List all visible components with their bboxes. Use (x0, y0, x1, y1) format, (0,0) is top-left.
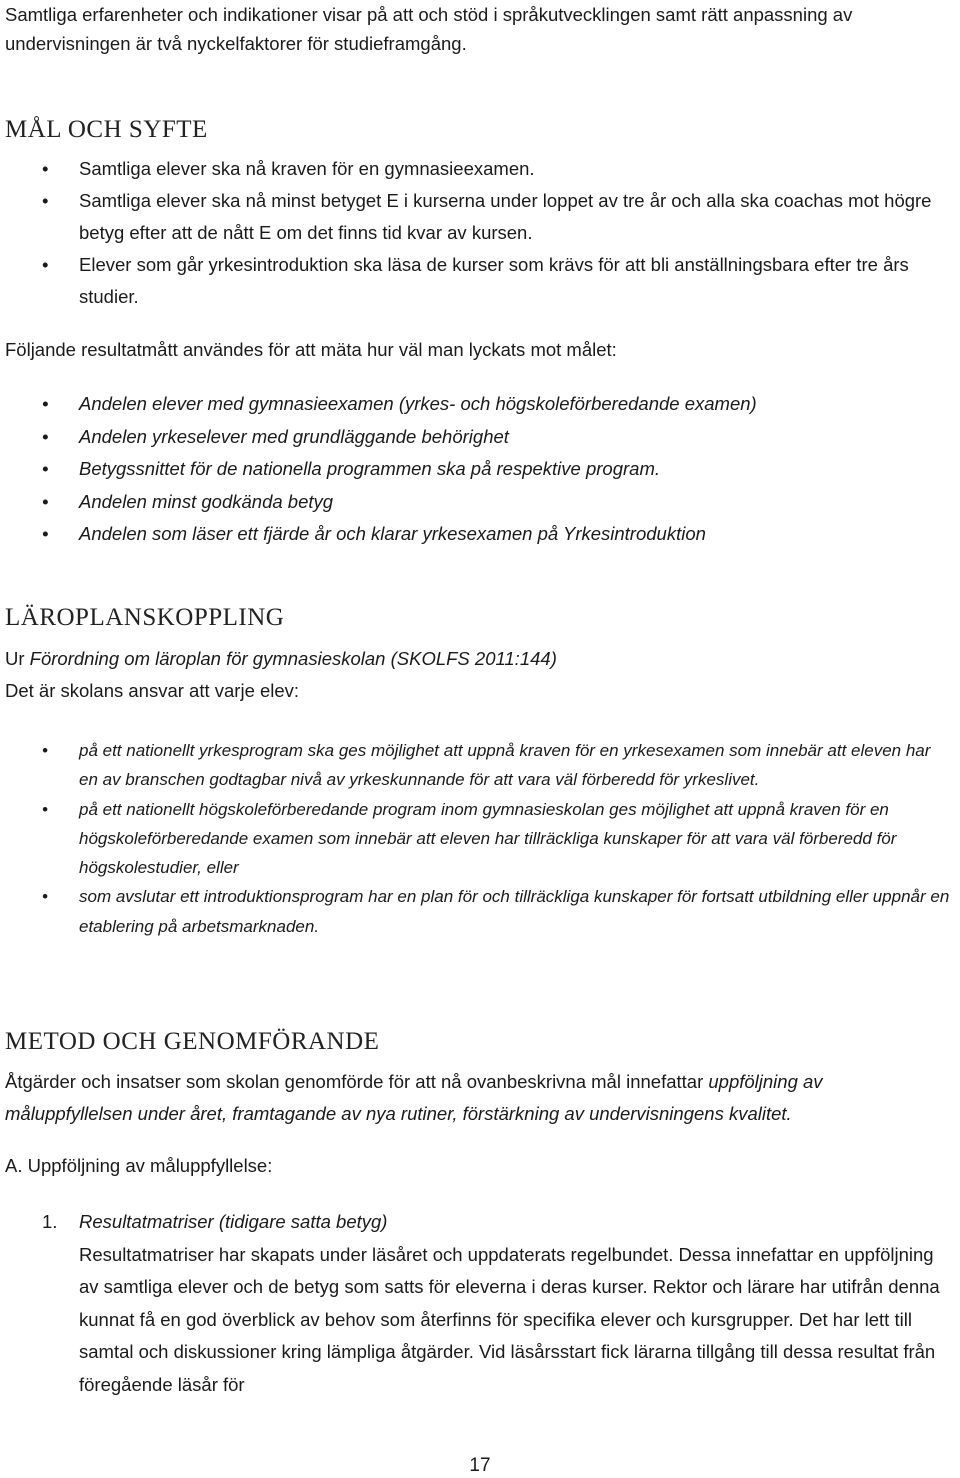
list-item (5, 795, 954, 883)
list-item-text: Andelen minst godkända betyg (79, 490, 334, 512)
section-heading-goals: MÅL OCH SYFTE (5, 116, 208, 143)
list-item-text: Andelen yrkeselever med grundläggande behörighet (79, 425, 509, 447)
subsection-heading: A. Uppföljning av måluppfyllelse: (5, 1155, 273, 1176)
method-text-italic: uppföljning av måluppfyllelsen under året, framtagande av nya rutiner, förstärkning av undervisningens kvalitet. (5, 1071, 823, 1124)
list-item (5, 736, 954, 795)
measures-intro: Följande resultatmått användes för att mäta hur väl man lyckats mot målet: (5, 339, 617, 360)
section-heading-method: METOD OCH GENOMFÖRANDE (5, 1028, 380, 1055)
list-item (5, 388, 954, 421)
list-item-text: Elever som går yrkesintroduktion ska läsa de kurser som krävs för att bli anställningsbara efter tre års studier. (79, 254, 909, 307)
list-item-text: Samtliga elever ska nå kraven för en gymnasieexamen. (79, 158, 535, 179)
source-line (5, 643, 954, 675)
section-heading-curriculum: LÄROPLANSKOPPLING (5, 604, 285, 631)
page-number: 17 (469, 1455, 491, 1476)
list-item-text: på ett nationellt högskoleförberedande program inom gymnasieskolan ges möjlighet att uppnå kraven för en högskoleförberedande examen som innebär att eleven har tillräckliga kunskaper för att vara väl förberedd för högskolestudier, eller (79, 799, 897, 878)
bullet-icon: • (42, 254, 49, 275)
bullet-icon: • (42, 158, 49, 179)
item-title: Resultatmatriser (tidigare satta betyg) (79, 1211, 388, 1232)
bullet-icon: • (42, 799, 48, 819)
list-item (5, 518, 954, 551)
source-prefix: Ur (5, 648, 30, 669)
list-item (5, 249, 954, 313)
list-item (5, 153, 954, 185)
goals-list (5, 153, 954, 313)
list-item (5, 486, 954, 519)
list-item (5, 185, 954, 249)
list-item-text: Betygssnittet för de nationella programmen ska på respektive program. (79, 458, 660, 479)
source-title: Förordning om läroplan för gymnasieskolan (SKOLFS 2011:144) (29, 648, 557, 669)
list-item-text: som avslutar ett introduktionsprogram har en plan för och tillräckliga kunskaper för fortsatt utbildning eller uppnår en etablering på arbetsmarknaden. (79, 887, 950, 936)
bullet-icon: • (42, 490, 49, 512)
bullet-icon: • (42, 523, 49, 544)
list-item (5, 421, 954, 454)
bullet-icon: • (42, 190, 49, 211)
method-text: Åtgärder och insatser som skolan genomförde för att nå ovanbeskrivna mål innefattar (5, 1071, 709, 1092)
intro-paragraph: Samtliga erfarenheter och indikationer visar på att och stöd i språkutvecklingen samt rätt anpassning av undervisningen är två nyckelfaktorer för studieframgång. (5, 4, 853, 54)
item-number: 1. (42, 1211, 58, 1232)
list-item (5, 882, 954, 941)
bullet-icon: • (42, 458, 49, 479)
method-paragraph (5, 1066, 954, 1129)
bullet-icon: • (42, 887, 48, 907)
curriculum-source (5, 643, 954, 707)
curriculum-lead: Det är skolans ansvar att varje elev: (5, 680, 300, 701)
list-item-text: på ett nationellt yrkesprogram ska ges möjlighet att uppnå kraven för en yrkesexamen som innebär att eleven har en av branschen godtagbar nivå av yrkeskunnande för att vara väl förberedd för yrkeslivet. (79, 741, 931, 790)
numbered-item (5, 1206, 954, 1401)
bullet-icon: • (42, 393, 49, 414)
list-item-text: Andelen elever med gymnasieexamen (yrkes- och högskoleförberedande examen) (79, 393, 757, 414)
list-item-text: Andelen som läser ett fjärde år och klarar yrkesexamen på Yrkesintroduktion (79, 523, 706, 544)
curriculum-list (5, 736, 954, 941)
item-text: Resultatmatriser har skapats under läsåret och uppdaterats regelbundet. Dessa innefattar en uppföljning av samtliga elever och de betyg som satts för eleverna i deras kurser. Rektor och lärare har utifrån denna kunnat få en god överblick av behov som återfinns för specifika elever och kursgrupper. Det har lett till samtal och diskussioner kring lämpliga åtgärder. Vid läsårsstart fick lärarna tillgång till dessa resultat från föregående läsår för (79, 1243, 940, 1395)
bullet-icon: • (42, 741, 48, 760)
list-item-text: Samtliga elever ska nå minst betyget E i kurserna under loppet av tre år och alla ska coachas mot högre betyg efter att de nått E om det finns tid kvar av kursen. (79, 190, 932, 243)
list-item (5, 453, 954, 486)
measures-list (5, 388, 954, 551)
bullet-icon: • (42, 425, 49, 447)
